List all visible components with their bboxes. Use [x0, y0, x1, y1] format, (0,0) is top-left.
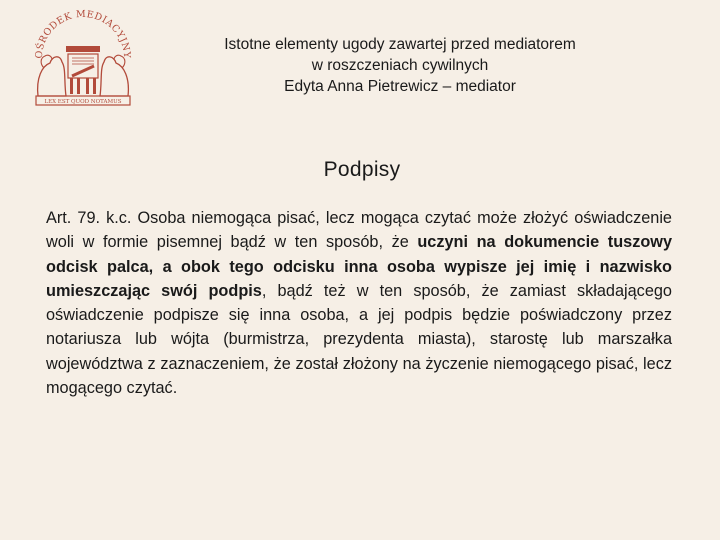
presentation-header: [160, 34, 640, 97]
mediation-center-logo: [28, 8, 138, 108]
logo-base-text: LEX EST QUOD NOTAMUS: [44, 99, 122, 105]
header-line-1: Istotne elementy ugody zawartej przed mediatorem: [224, 36, 576, 53]
article-part-2: , bądź też w ten sposób, że zamiast składającego oświadczenie podpisze się inna osoba, a jej podpis będzie poświadczony przez notariusza lub wójta (burmistrza, prezydenta miasta), starostę lub marszałka województwa z zaznaczeniem, że został złożony na życzenie niemogącego pisać, lecz mogącego czytać.: [46, 281, 672, 398]
article-bold-passage: uczyni na dokumencie tuszowy odcisk palca, a obok tego odcisku inna osoba wypisze jej imię i nazwisko umieszczając swój podpis: [46, 233, 672, 300]
logo-arc-text: OŚRODEK MEDIACYJNY: [33, 8, 133, 59]
article-text: [46, 206, 672, 400]
article-part-1: Art. 79. k.c. Osoba niemogąca pisać, lecz mogąca czytać może złożyć oświadczenie woli w formie pisemnej bądź w ten sposób, że: [46, 209, 672, 252]
header-line-2: w roszczeniach cywilnych: [311, 57, 489, 74]
header-line-3: Edyta Anna Pietrewicz – mediator: [284, 78, 516, 95]
section-title: Podpisy: [323, 158, 401, 181]
